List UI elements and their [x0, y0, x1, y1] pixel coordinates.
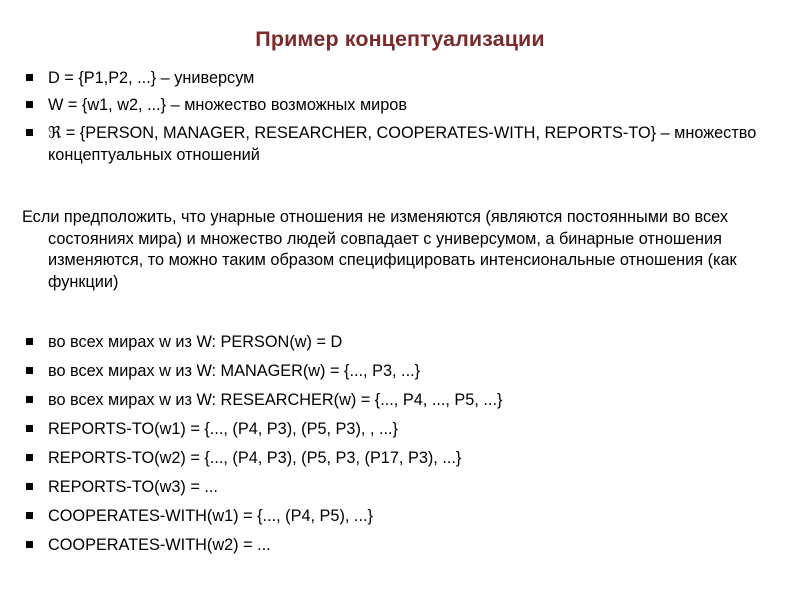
list-item-text: ℜ = {PERSON, MANAGER, RESEARCHER, COOPERATES-WITH, REPORTS-TO} – множество концептуальных отношений	[48, 124, 757, 164]
list-item-text: REPORTS-TO(w2) = {..., (P4, P3), (P5, P3, (P17, P3), ...}	[48, 449, 462, 467]
list-item-text: D = {P1,P2, ...} – универсум	[48, 69, 255, 87]
square-bullet-icon	[26, 425, 33, 432]
list-item	[0, 122, 800, 166]
list-item	[0, 332, 800, 352]
list-item	[0, 448, 800, 468]
list-item	[0, 361, 800, 381]
list-item-text: REPORTS-TO(w3) = ...	[48, 478, 218, 496]
square-bullet-icon	[26, 512, 33, 519]
list-item-text: во всех мирах w из W: RESEARCHER(w) = {..., P4, ..., P5, ...}	[48, 391, 503, 409]
square-bullet-icon	[26, 129, 33, 136]
list-item	[0, 506, 800, 526]
list-item-text: COOPERATES-WITH(w2) = ...	[48, 536, 271, 554]
list-item	[0, 535, 800, 555]
relations-list	[0, 332, 800, 564]
list-item	[0, 477, 800, 497]
list-item-text: во всех мирах w из W: MANAGER(w) = {..., P3, ...}	[48, 362, 421, 380]
list-item-text: W = {w1, w2, ...} – множество возможных миров	[48, 96, 407, 114]
square-bullet-icon	[26, 541, 33, 548]
list-item	[0, 419, 800, 439]
list-item-text: REPORTS-TO(w1) = {..., (P4, P3), (P5, P3), , ...}	[48, 420, 398, 438]
list-item-text: COOPERATES-WITH(w1) = {..., (P4, P5), ...}	[48, 507, 373, 525]
square-bullet-icon	[26, 483, 33, 490]
list-item	[0, 95, 800, 115]
square-bullet-icon	[26, 101, 33, 108]
square-bullet-icon	[26, 367, 33, 374]
square-bullet-icon	[26, 74, 33, 81]
slide-title: Пример концептуализации	[255, 27, 545, 51]
square-bullet-icon	[26, 454, 33, 461]
definitions-list	[0, 68, 800, 173]
list-item-text: во всех мирах w из W: PERSON(w) = D	[48, 333, 343, 351]
list-item	[0, 68, 800, 88]
square-bullet-icon	[26, 338, 33, 345]
square-bullet-icon	[26, 396, 33, 403]
explanation-paragraph: Если предположить, что унарные отношения не изменяются (являются постоянными во всех состояниях мира) и множество людей совпадает с универсумом, а бинарные отношения изменяются, то можно таким образом специфицировать интенсиональные отношения (как функции)	[22, 208, 737, 291]
list-item	[0, 390, 800, 410]
